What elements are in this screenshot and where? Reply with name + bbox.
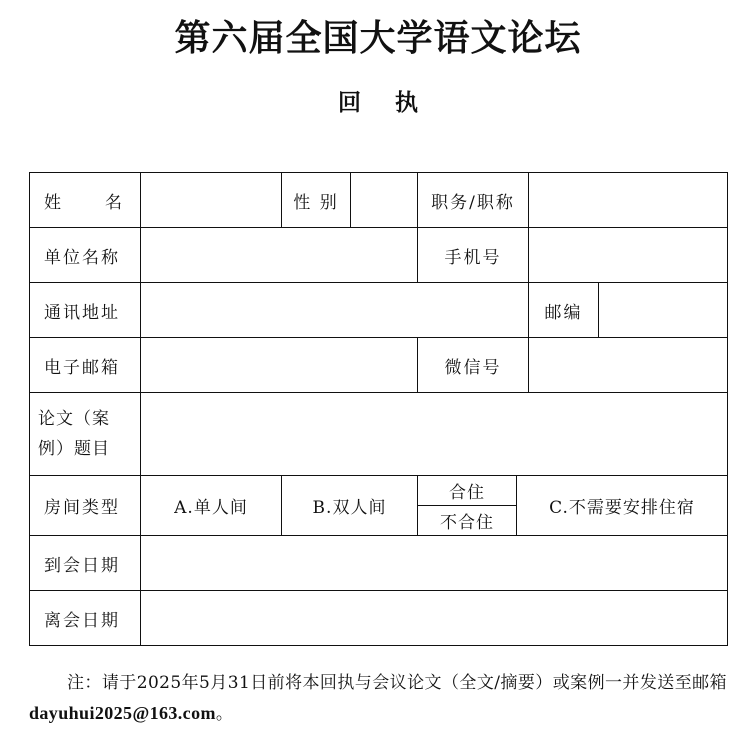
unit-label: 单位名称 <box>30 228 141 283</box>
wechat-label: 微信号 <box>418 338 529 393</box>
room-option-double-noshare[interactable]: 不合住 <box>418 506 517 536</box>
gender-label: 性 别 <box>282 173 351 228</box>
room-option-single[interactable]: A.单人间 <box>141 476 282 536</box>
email-label: 电子邮箱 <box>30 338 141 393</box>
receipt-form-table <box>29 172 728 646</box>
room-type-label: 房间类型 <box>30 476 141 536</box>
departure-date-label: 离会日期 <box>30 591 141 646</box>
paper-title-label: 论文（案 例）题目 <box>30 393 141 476</box>
email-field[interactable] <box>141 338 418 393</box>
paper-title-field[interactable] <box>141 393 728 476</box>
postcode-field[interactable] <box>599 283 728 338</box>
position-label: 职务/职称 <box>418 173 529 228</box>
room-option-none[interactable]: C.不需要安排住宿 <box>517 476 728 536</box>
contact-email[interactable]: dayuhui2025@163.com <box>29 703 216 723</box>
address-label: 通讯地址 <box>30 283 141 338</box>
gender-field[interactable] <box>351 173 418 228</box>
wechat-field[interactable] <box>529 338 728 393</box>
name-label: 姓 名 <box>30 173 141 228</box>
postcode-label: 邮编 <box>529 283 599 338</box>
name-field[interactable] <box>141 173 282 228</box>
unit-field[interactable] <box>141 228 418 283</box>
departure-date-field[interactable] <box>141 591 728 646</box>
submission-note <box>29 668 727 729</box>
form-row-email <box>30 338 728 393</box>
form-row-departure <box>30 591 728 646</box>
room-option-double-share[interactable]: 合住 <box>418 476 517 506</box>
document-subtitle: 回 执 <box>337 89 418 116</box>
form-row-unit <box>30 228 728 283</box>
form-row-address <box>30 283 728 338</box>
form-row-arrival <box>30 536 728 591</box>
document-title: 第六届全国大学语文论坛 <box>174 17 582 59</box>
form-row-paper <box>30 393 728 476</box>
form-row-name <box>30 173 728 228</box>
address-field[interactable] <box>141 283 529 338</box>
form-row-room-top <box>30 476 728 506</box>
room-option-double[interactable]: B.双人间 <box>282 476 418 536</box>
note-text: 注：请于2025年5月31日前将本回执与会议论文（全文/摘要）或案例一并发送至邮箱 <box>67 673 727 693</box>
position-field[interactable] <box>529 173 728 228</box>
phone-label: 手机号 <box>418 228 529 283</box>
note-end: 。 <box>215 704 234 724</box>
phone-field[interactable] <box>529 228 728 283</box>
arrival-date-field[interactable] <box>141 536 728 591</box>
arrival-date-label: 到会日期 <box>30 536 141 591</box>
